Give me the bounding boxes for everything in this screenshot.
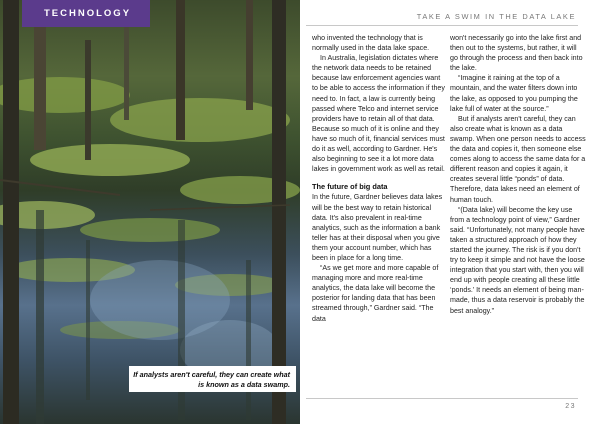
header-rule — [306, 25, 578, 26]
text-column-1 — [312, 33, 448, 324]
caption-box — [129, 366, 296, 392]
text-column-2 — [450, 33, 586, 316]
paragraph: “As we get more and more capable of managing more and more real-time analytics, the data lake will become the posterior for landing data that has been streamed through,” Gardner said. “The data — [312, 264, 439, 323]
paragraph: “Imagine it raining at the top of a mountain, and the water filters down into the lake, as opposed to you pumping the lake full of water at the source.” — [450, 74, 578, 113]
running-title: TAKE A SWIM IN THE DATA LAKE — [416, 12, 576, 21]
paragraph: In Australia, legislation dictates where the network data needs to be retained because law enforcement agencies want to be able to access the information if they need to. In fact, a law is currently being passed where Telco and internet service providers have to retain all of that data. Because so much of it is online and they have so much of it, financial services must do it as well, according to Gardner. He's also beginning to see it a lot more data lakes in government work as well as retail. — [312, 54, 445, 174]
paragraph: In the future, Gardner believes data lakes will be the best way to retain historical data. It's also prevalent in real-time analytics, such as the information a bank teller has at their disposal when you give them your account number, which has been in place for a long time. — [312, 193, 443, 262]
section-tab: TECHNOLOGY — [22, 0, 150, 27]
paragraph: “(Data lake) will become the key use from a technology point of view,” Gardner said. “Unfortunately, not many people have taken a structured approach of how they started the journey. The risk is if you don't try to keep it simple and not have the loose integration that you start with, then you will end up with people creating all these little ‘ponds.’ It needs an element of being man-made, thus a data reservoir is probably the best analogy.” — [450, 205, 585, 315]
paragraph: won't necessarily go into the lake first and then out to the systems, but rather, it will go through the process and then back into the lake. — [450, 34, 583, 73]
photo-caption: If analysts aren't careful, they can create what is known as a data swamp. — [133, 370, 290, 389]
subheading: The future of big data — [312, 182, 388, 192]
paragraph: But if analysts aren't careful, they can also create what is known as a data swamp. When one person needs to access the data and copies it, then someone else comes along to access the same data for a different reason and copies it again, it creates several little “ponds” of data. Therefore, data lakes need an element of human touch. — [450, 114, 586, 204]
paragraph: who invented the technology that is normally used in the data lake space. — [312, 34, 430, 53]
footer-rule — [306, 398, 578, 399]
page-number: 23 — [565, 403, 576, 410]
